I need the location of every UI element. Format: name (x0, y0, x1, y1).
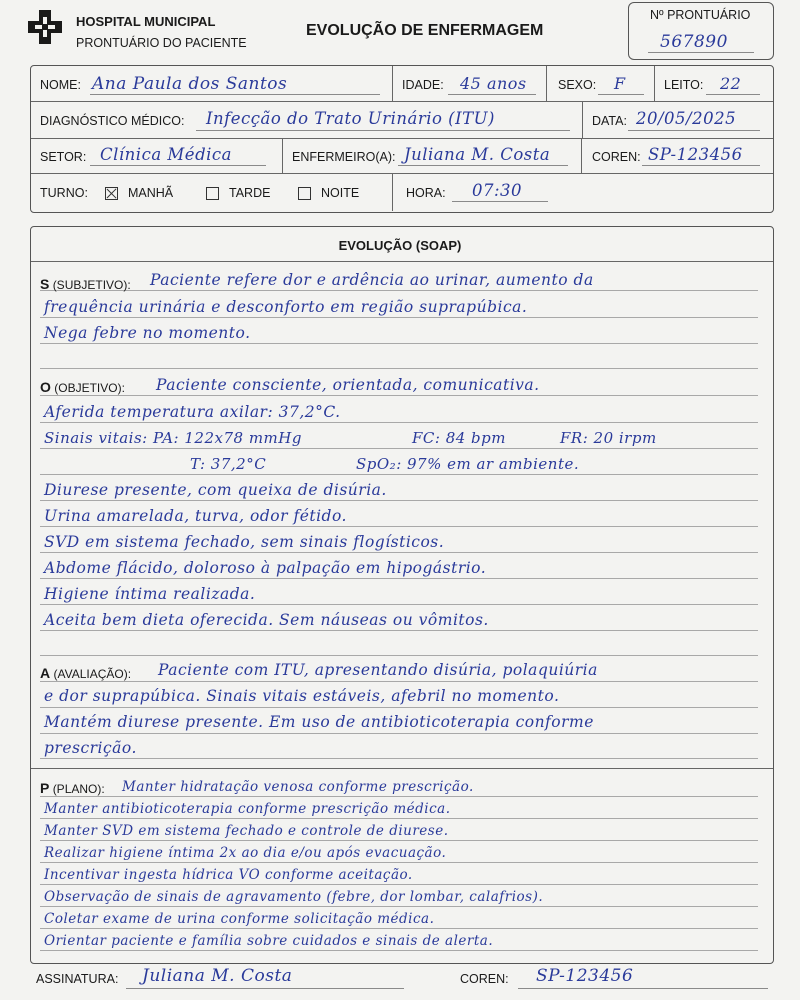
p-text-line-2[interactable]: Manter antibioticoterapia conforme prescrição médica. (44, 801, 451, 817)
a-label: (AVALIAÇÃO): (53, 667, 132, 681)
age-field[interactable]: 45 anos (460, 74, 527, 93)
time-label: HORA: (406, 186, 446, 200)
s-letter: S (40, 276, 50, 292)
o-vitals-fc[interactable]: FC: 84 bpm (412, 429, 506, 447)
hospital-name: HOSPITAL MUNICIPAL (76, 14, 216, 29)
diagnosis-label: DIAGNÓSTICO MÉDICO: (40, 114, 185, 128)
hospital-logo-icon (28, 10, 62, 44)
signature-field[interactable]: Juliana M. Costa (142, 966, 293, 986)
name-label: NOME: (40, 78, 81, 92)
a-text-line-3[interactable]: Mantém diurese presente. Em uso de antibioticoterapia conforme (44, 713, 594, 731)
sex-label: SEXO: (558, 78, 597, 92)
o-text-line-10[interactable]: SVD em sistema fechado, sem sinais flogísticos. (44, 533, 445, 551)
a-letter: A (40, 665, 51, 681)
s-text-line-2[interactable]: frequência urinária e desconforto em região suprapúbica. (44, 298, 528, 316)
p-text-line-8[interactable]: Orientar paciente e família sobre cuidados e sinais de alerta. (44, 933, 494, 949)
shift-morning-label: MANHÃ (128, 186, 174, 200)
s-label: (SUBJETIVO): (52, 278, 131, 292)
shift-morning-checkbox[interactable] (105, 187, 118, 200)
p-text-line-6[interactable]: Observação de sinais de agravamento (febre, dor lombar, calafrios). (44, 889, 544, 905)
a-section-header (40, 665, 131, 681)
sector-label: SETOR: (40, 150, 87, 164)
bed-label: LEITO: (664, 78, 704, 92)
a-text-line-2[interactable]: e dor suprapúbica. Sinais vitais estáveis, afebril no momento. (44, 687, 560, 705)
hospital-subtitle: PRONTUÁRIO DO PACIENTE (76, 36, 247, 50)
s-text-line-3[interactable]: Nega febre no momento. (44, 324, 251, 342)
o-text-line-8[interactable]: Diurese presente, com queixa de disúria. (44, 481, 387, 499)
record-number-value[interactable]: 567890 (660, 32, 728, 52)
p-text-line-3[interactable]: Manter SVD em sistema fechado e controle de diurese. (44, 823, 449, 839)
p-text-line-5[interactable]: Incentivar ingesta hídrica VO conforme aceitação. (44, 867, 413, 883)
shift-label: TURNO: (40, 186, 88, 200)
date-field[interactable]: 20/05/2025 (636, 109, 737, 128)
p-text-line-1[interactable]: Manter hidratação venosa conforme prescrição. (122, 779, 474, 795)
o-text-line-1[interactable]: Paciente consciente, orientada, comunicativa. (156, 376, 540, 394)
a-text-line-4[interactable]: prescrição. (44, 739, 137, 757)
name-field[interactable]: Ana Paula dos Santos (92, 74, 288, 94)
o-text-line-9[interactable]: Urina amarelada, turva, odor fétido. (44, 507, 347, 525)
o-text-line-11[interactable]: Abdome flácido, doloroso à palpação em hipogástrio. (44, 559, 487, 577)
p-text-line-7[interactable]: Coletar exame de urina conforme solicitação médica. (44, 911, 435, 927)
coren-label: COREN: (592, 150, 641, 164)
diagnosis-field[interactable]: Infecção do Trato Urinário (ITU) (206, 109, 495, 128)
shift-night-label: NOITE (321, 186, 360, 200)
o-vitals-temp[interactable]: T: 37,2°C (190, 455, 267, 473)
date-label: DATA: (592, 114, 627, 128)
nurse-field[interactable]: Juliana M. Costa (404, 145, 551, 164)
form-title: EVOLUÇÃO DE ENFERMAGEM (306, 22, 544, 39)
s-section-header (40, 276, 131, 292)
shift-night-checkbox[interactable] (298, 187, 311, 200)
a-text-line-1[interactable]: Paciente com ITU, apresentando disúria, polaquiúria (158, 661, 598, 679)
o-text-line-2[interactable]: Aferida temperatura axilar: 37,2°C. (44, 403, 341, 421)
o-vitals-spo2[interactable]: SpO₂: 97% em ar ambiente. (356, 455, 580, 473)
o-letter: O (40, 379, 51, 395)
o-vitals-pa[interactable]: Sinais vitais: PA: 122x78 mmHg (44, 429, 302, 447)
p-label: (PLANO): (52, 782, 105, 796)
footer-coren-field[interactable]: SP-123456 (536, 966, 634, 986)
sex-field[interactable]: F (614, 74, 626, 93)
nurse-label: ENFERMEIRO(A): (292, 150, 396, 164)
coren-field[interactable]: SP-123456 (648, 145, 743, 164)
signature-label: ASSINATURA: (36, 972, 119, 986)
shift-afternoon-label: TARDE (229, 186, 271, 200)
shift-afternoon-checkbox[interactable] (206, 187, 219, 200)
age-label: IDADE: (402, 78, 444, 92)
sector-field[interactable]: Clínica Médica (100, 145, 232, 164)
p-letter: P (40, 780, 50, 796)
soap-title: EVOLUÇÃO (SOAP) (338, 238, 462, 253)
o-section-header (40, 379, 125, 395)
s-text-line-1[interactable]: Paciente refere dor e ardência ao urinar, aumento da (150, 271, 594, 289)
p-section-header (40, 780, 105, 796)
bed-field[interactable]: 22 (720, 74, 742, 93)
o-text-line-12[interactable]: Higiene íntima realizada. (44, 585, 256, 603)
p-text-line-4[interactable]: Realizar higiene íntima 2x ao dia e/ou após evacuação. (44, 845, 447, 861)
o-vitals-fr[interactable]: FR: 20 irpm (560, 429, 657, 447)
record-number-label: Nº PRONTUÁRIO (650, 8, 751, 22)
footer-coren-label: COREN: (460, 972, 509, 986)
o-text-line-13[interactable]: Aceita bem dieta oferecida. Sem náuseas ou vômitos. (44, 611, 489, 629)
time-field[interactable]: 07:30 (472, 181, 523, 200)
o-label: (OBJETIVO): (54, 381, 125, 395)
